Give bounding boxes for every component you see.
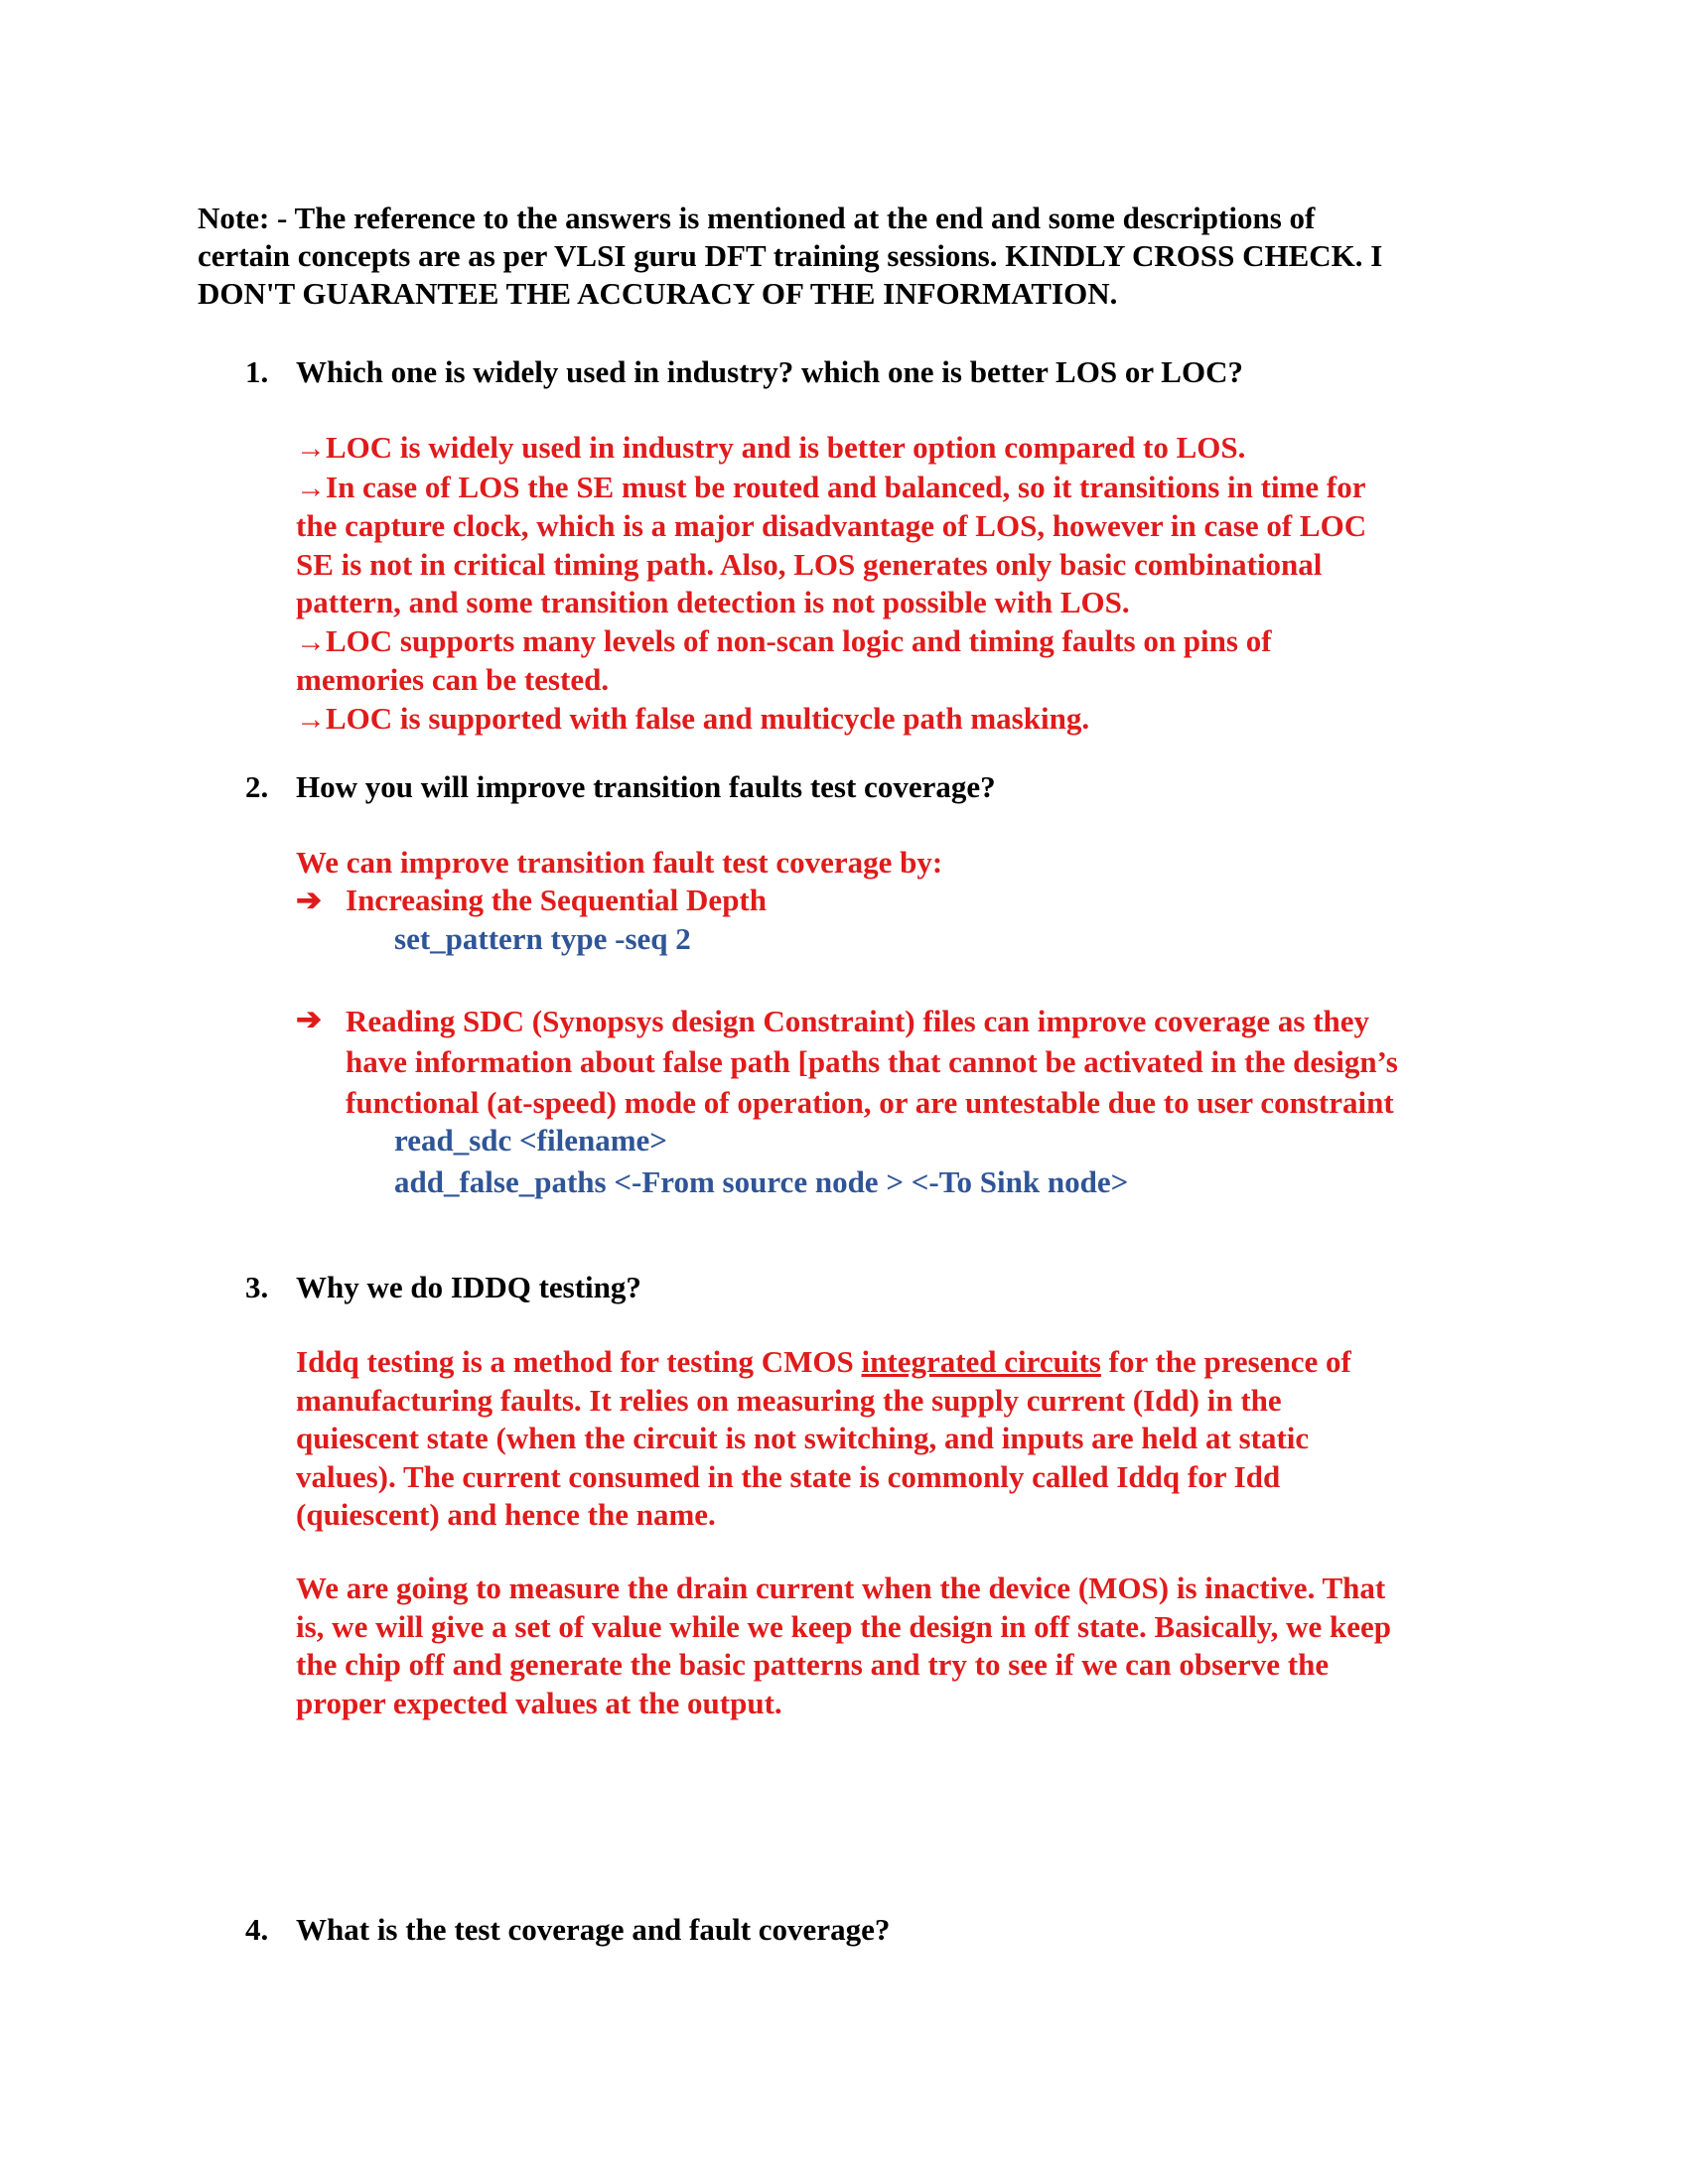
answer-line: manufacturing faults. It relies on measuring the supply current (Idd) in the <box>296 1382 1282 1418</box>
integrated-circuits-link[interactable]: integrated circuits <box>861 1344 1101 1379</box>
arrow-right-icon: → <box>296 702 326 736</box>
note-line: certain concepts are as per VLSI guru DFT training sessions. KINDLY CROSS CHECK. I <box>198 238 1383 273</box>
question-4-number: 4. <box>245 1912 269 1947</box>
bullet-2-line: functional (at-speed) mode of operation, or are untestable due to user constraint <box>346 1085 1394 1120</box>
command-3: add_false_paths <-From source node > <-To Sink node> <box>394 1164 1129 1199</box>
answer-line: →In case of LOS the SE must be routed and balanced, so it transitions in time for <box>296 469 1366 508</box>
answer-line: (quiescent) and hence the name. <box>296 1497 716 1532</box>
command-2: read_sdc <filename> <box>394 1123 667 1158</box>
question-2-number: 2. <box>245 769 269 804</box>
arrow-right-icon: → <box>296 432 326 465</box>
answer-line: proper expected values at the output. <box>296 1685 782 1720</box>
command-1: set_pattern type -seq 2 <box>394 921 691 956</box>
bullet-2-line: have information about false path [paths that cannot be activated in the design’s <box>346 1044 1398 1079</box>
question-3-text: Why we do IDDQ testing? <box>296 1270 641 1304</box>
question-1-number: 1. <box>245 354 269 389</box>
answer-line: quiescent state (when the circuit is not switching, and inputs are held at static <box>296 1421 1310 1455</box>
answer-line: SE is not in critical timing path. Also, LOS generates only basic combinational <box>296 546 1323 582</box>
answer-2-intro: We can improve transition fault test coverage by: <box>296 845 943 880</box>
answer-line: We are going to measure the drain current when the device (MOS) is inactive. That <box>296 1570 1386 1605</box>
arrow-right-icon: → <box>296 471 326 504</box>
answer-line: memories can be tested. <box>296 662 610 697</box>
answer-1-block <box>296 429 1366 739</box>
question-1-text: Which one is widely used in industry? which one is better LOS or LOC? <box>296 354 1243 389</box>
note-paragraph <box>198 200 1382 313</box>
answer-line: →LOC is widely used in industry and is better option compared to LOS. <box>296 429 1366 469</box>
answer-line: pattern, and some transition detection is not possible with LOS. <box>296 585 1130 619</box>
note-line: Note: - The reference to the answers is mentioned at the end and some descriptions of <box>198 201 1316 235</box>
question-3-number: 3. <box>245 1270 269 1304</box>
answer-line: the capture clock, which is a major disadvantage of LOS, however in case of LOC <box>296 508 1367 543</box>
bullet-2-line: Reading SDC (Synopsys design Constraint) files can improve coverage as they <box>346 1004 1370 1038</box>
bullet-1-text: Increasing the Sequential Depth <box>346 883 767 917</box>
arrow-right-icon: → <box>296 624 326 658</box>
question-2-text: How you will improve transition faults test coverage? <box>296 769 996 804</box>
answer-3-paragraph-1 <box>296 1343 1351 1535</box>
answer-3-paragraph-2 <box>296 1570 1391 1722</box>
question-4-text: What is the test coverage and fault coverage? <box>296 1912 891 1947</box>
answer-line: values). The current consumed in the state is commonly called Iddq for Idd <box>296 1458 1281 1494</box>
answer-line: Iddq testing is a method for testing CMOS integrated circuits for the presence of <box>296 1344 1351 1379</box>
answer-line: is, we will give a set of value while we keep the design in off state. Basically, we keep <box>296 1608 1391 1644</box>
bullet-arrow-icon: ➔ <box>296 883 322 917</box>
answer-line: the chip off and generate the basic patterns and try to see if we can observe the <box>296 1647 1330 1682</box>
answer-line: →LOC supports many levels of non-scan logic and timing faults on pins of <box>296 622 1366 662</box>
bullet-arrow-icon: ➔ <box>296 1002 322 1036</box>
note-line: DON'T GUARANTEE THE ACCURACY OF THE INFORMATION. <box>198 276 1118 311</box>
bullet-2-block <box>346 1001 1398 1123</box>
answer-line: →LOC is supported with false and multicycle path masking. <box>296 700 1366 740</box>
